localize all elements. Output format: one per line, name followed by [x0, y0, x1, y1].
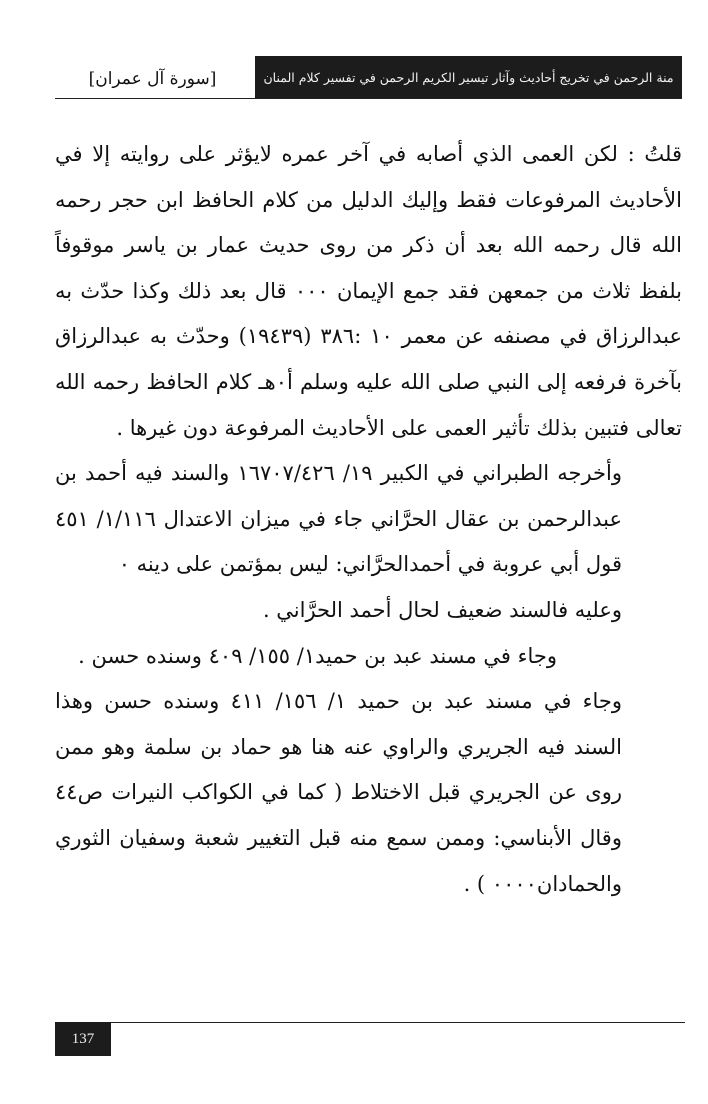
paragraph-commentary: قلتُ : لكن العمى الذي أصابه في آخر عمره لايؤثر على روايته إلا في الأحاديث المرفوعات فقط وإليك الدليل من كلام الحافظ ابن حجر رحمه الله قال رحمه الله بعد أن ذكر من روى حديث عمار بن ياسر موقوفاً بلفظ ثلاث من جمعهن فقد جمع الإيمان ٠٠٠ قال بعد ذلك وكذا حدّث به عبدالرزاق في مصنفه عن معمر ١٠ :٣٨٦ (١٩٤٣٩) وحدّث به عبدالرزاق بآخرة فرفعه إلى النبي صلى الله عليه وسلم أ٠هـ كلام الحافظ رحمه الله تعالى فتبين بذلك تأثير العمى على الأحاديث المرفوعة دون غيرها . — [55, 142, 682, 440]
paragraph-musnad-2: وجاء في مسند عبد بن حميد ١/ ١٥٦/ ٤١١ وسنده حسن وهذا السند فيه الجريري والراوي عنه هنا هو حماد بن سلمة وهو ممن روى عن الجريري قبل الاختلاط ( كما في الكواكب النيرات ص٤٤ وقال الأبناسي: وممن سمع منه قبل التغيير شعبة وسفيان الثوري والحمادان٠٠٠٠ ) . — [55, 689, 622, 896]
paragraph-musnad-1: وجاء في مسند عبد بن حميد١/ ١٥٥/ ٤٠٩ وسنده حسن . — [78, 643, 557, 668]
paragraph-tabarani: وأخرجه الطبراني في الكبير ١٩/ ١٦٧٠٧/٤٢٦ والسند فيه أحمد بن عبدالرحمن بن عقال الحرَّاني جاء في ميزان الاعتدال ١/١١٦/ ٤٥١ قول أبي عروبة في أحمدالحرَّاني: ليس بمؤتمن على دينه ٠ — [55, 461, 622, 577]
book-title-banner: منة الرحمن في تخريج أحاديث وآثار تيسير الكريم الرحمن في تفسير كلام المنان — [255, 56, 682, 98]
footer-rule — [55, 1022, 685, 1023]
chapter-label: [سورة آل عمران] — [88, 69, 217, 89]
running-header — [55, 56, 682, 99]
page-body — [55, 132, 682, 907]
paragraph-conclusion: وعليه فالسند ضعيف لحال أحمد الحرَّاني . — [262, 597, 622, 622]
page-number: 137 — [55, 1022, 111, 1056]
